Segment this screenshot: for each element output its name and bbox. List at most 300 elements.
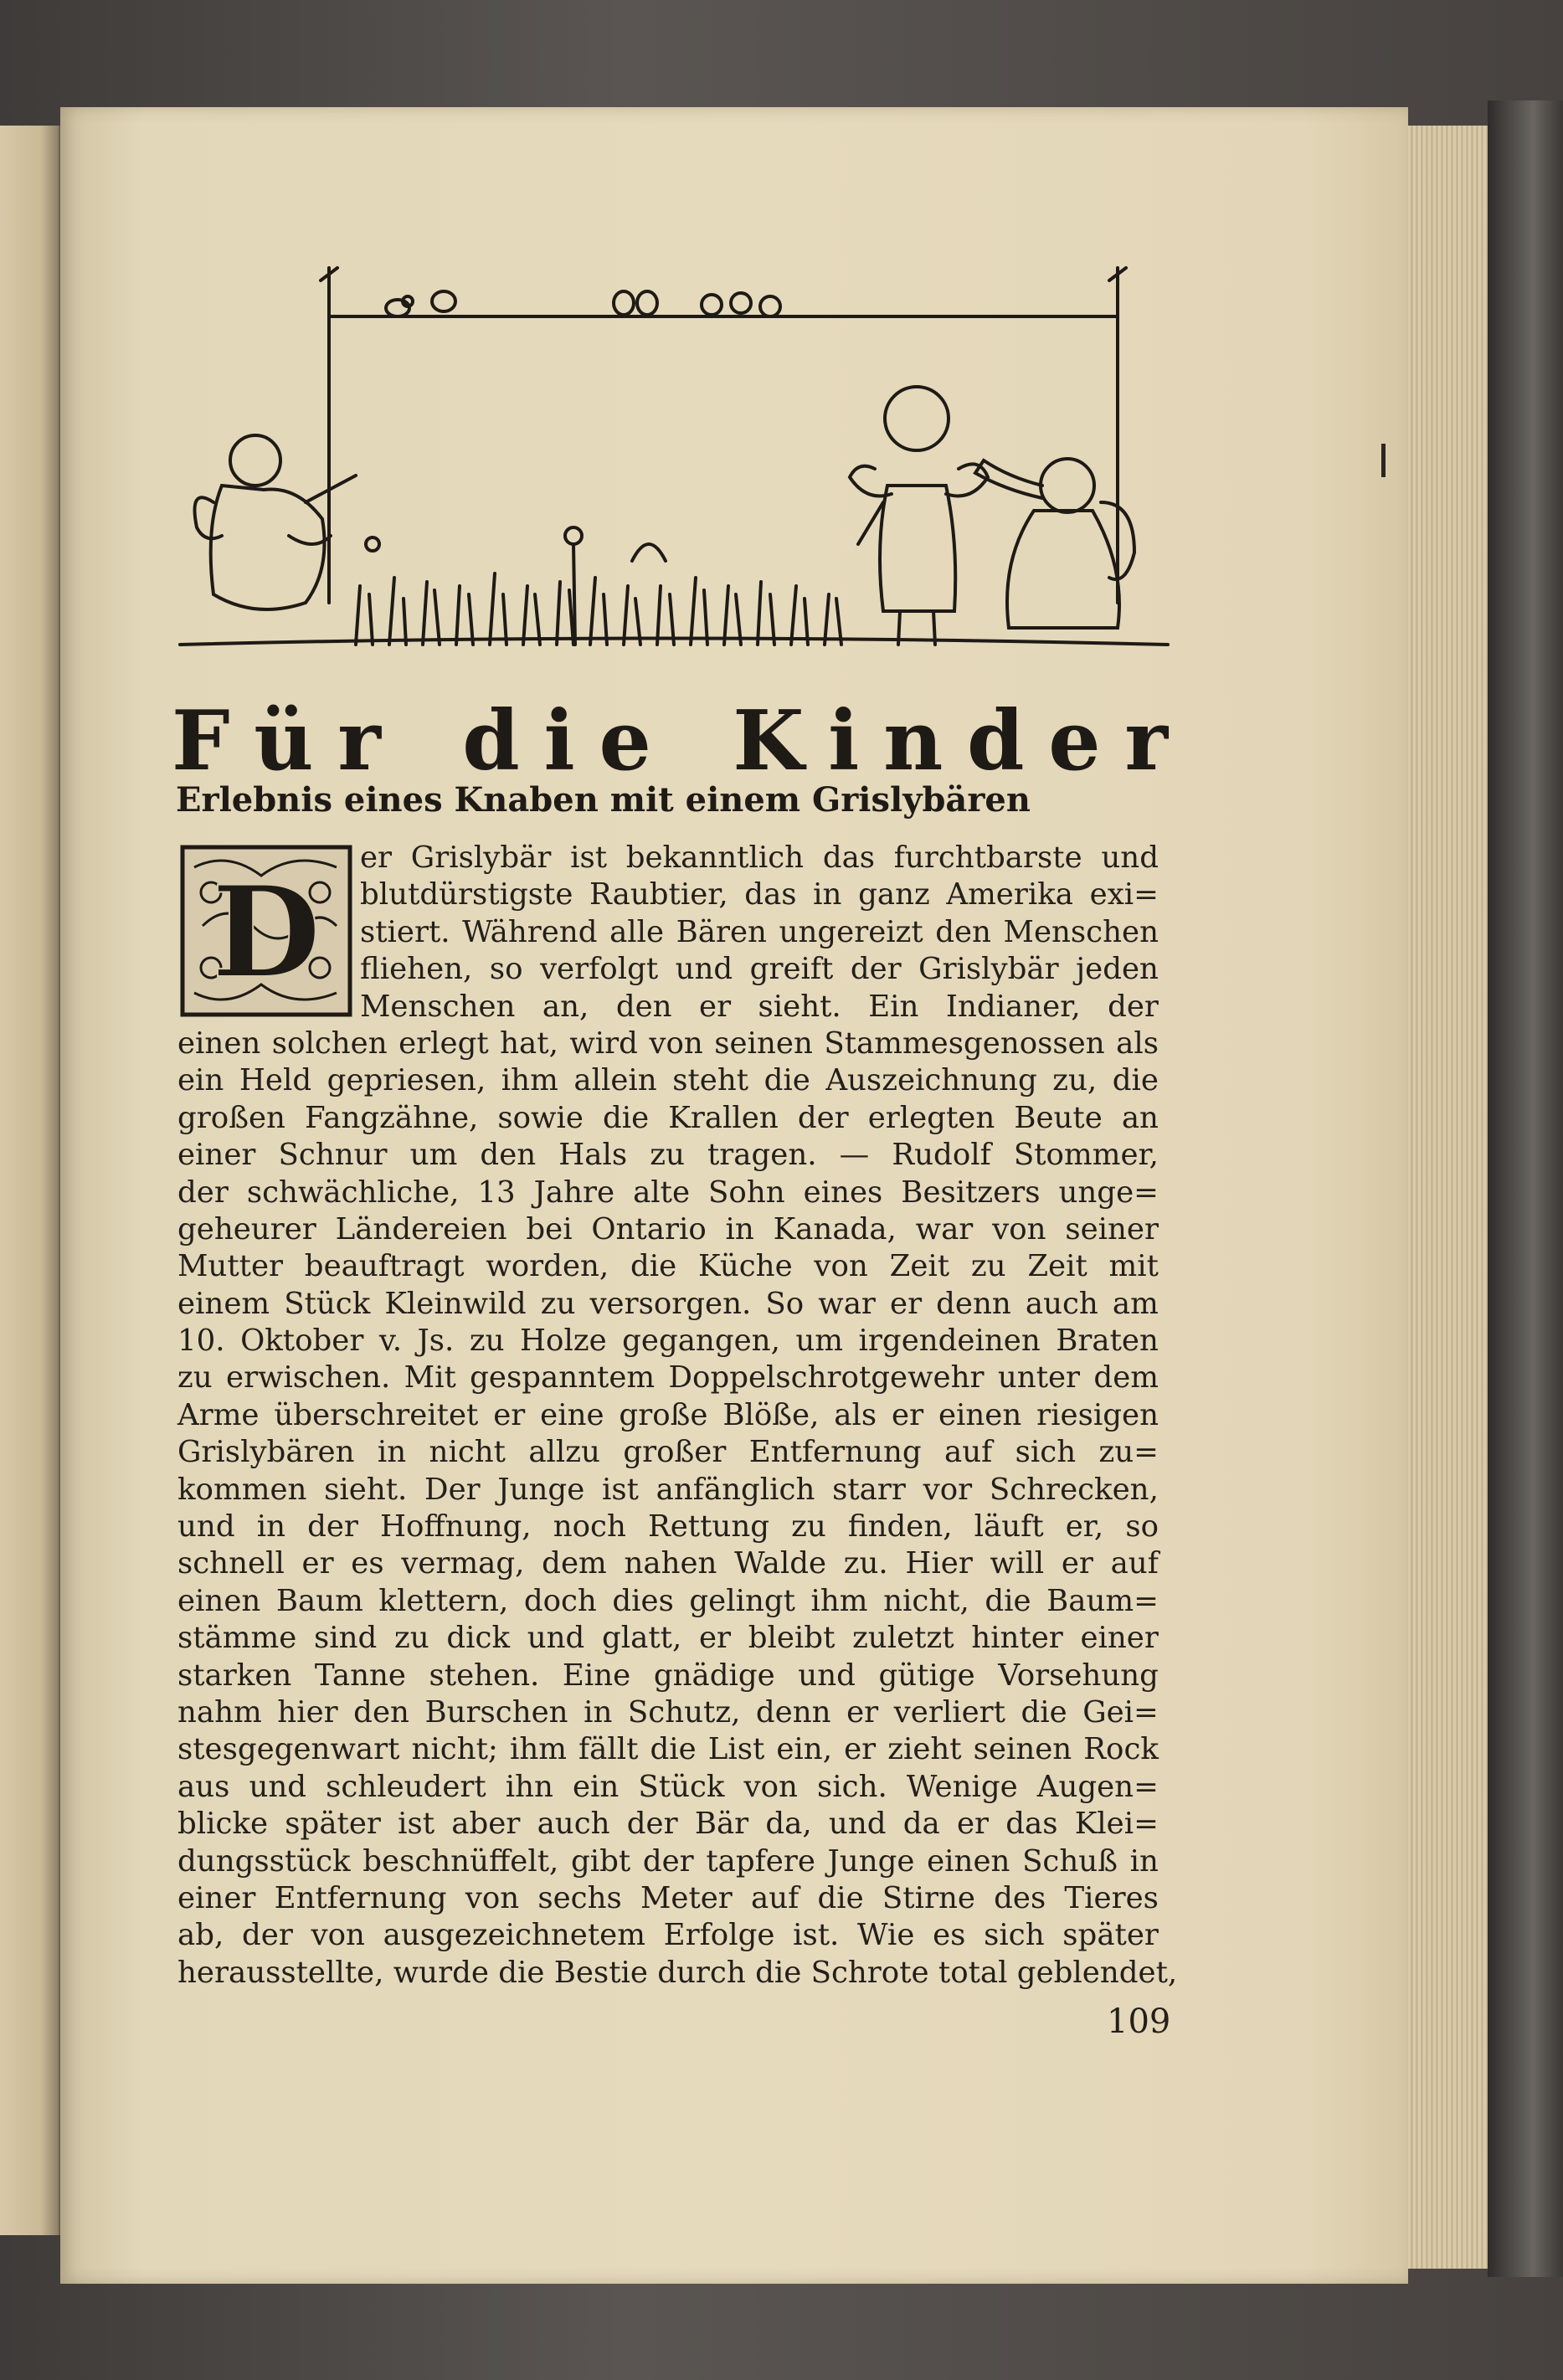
word: Jahre	[533, 1175, 615, 1210]
word: Holze	[520, 1324, 607, 1359]
word: Mit	[404, 1360, 456, 1396]
word: ihm	[501, 1063, 558, 1098]
word: Zeit	[1027, 1249, 1087, 1284]
word: er	[890, 1286, 923, 1321]
word: Grislybären	[177, 1435, 355, 1470]
word: alle	[609, 914, 665, 949]
word: Stammesgenossen	[824, 1026, 1105, 1061]
word: Junge	[827, 1843, 915, 1879]
text-line	[177, 1137, 1159, 1174]
word: schwächliche,	[246, 1175, 460, 1210]
word: gnädige	[653, 1658, 775, 1693]
word: noch	[553, 1509, 626, 1545]
text-line	[177, 1397, 1159, 1434]
word: der	[177, 1175, 229, 1210]
text-line	[177, 1843, 1159, 1880]
word: Hoffnung,	[380, 1509, 532, 1545]
word: erwischen.	[226, 1360, 391, 1396]
children-illustration	[163, 251, 1185, 670]
title-letter: d	[462, 693, 520, 789]
title-letter: i	[543, 693, 575, 789]
word: Stück	[638, 1769, 725, 1804]
word: solchen	[271, 1026, 388, 1061]
word: am	[1112, 1286, 1159, 1321]
word: greift	[749, 952, 834, 987]
word: er	[846, 1694, 879, 1730]
text-line	[177, 1026, 1159, 1062]
word: Vorsehung	[998, 1658, 1159, 1693]
word: zu	[469, 1324, 505, 1359]
word: der	[642, 1843, 694, 1879]
word: Schutz,	[627, 1694, 741, 1730]
word: auf	[1110, 1546, 1159, 1581]
text-line	[177, 1880, 1159, 1917]
word: doch	[523, 1583, 597, 1618]
word: vermag,	[401, 1546, 525, 1581]
word: mit	[1108, 1249, 1159, 1284]
word: starr	[832, 1472, 906, 1507]
word: will	[990, 1546, 1045, 1581]
word: Entfernung	[274, 1880, 447, 1915]
text-line	[177, 1100, 1159, 1137]
text-line	[177, 1620, 1159, 1657]
word: Fangzähne,	[304, 1100, 479, 1135]
word: Meter	[640, 1880, 733, 1915]
word: die	[764, 1063, 810, 1098]
word: Mutter	[177, 1249, 284, 1284]
page-title	[172, 693, 1168, 789]
word: er	[1061, 1546, 1093, 1581]
word: er	[493, 1397, 526, 1432]
word: da,	[765, 1807, 812, 1842]
word: vor	[923, 1472, 973, 1507]
word: Doppelschrotgewehr	[668, 1360, 985, 1396]
word: in	[813, 877, 842, 912]
word: einen	[177, 1026, 261, 1061]
word: Sohn	[708, 1175, 785, 1210]
word: den	[480, 1138, 537, 1173]
word: es	[351, 1546, 384, 1581]
word: aus	[177, 1769, 230, 1804]
word: Amerika	[946, 877, 1074, 912]
word: das	[822, 840, 876, 875]
article-body	[177, 840, 1178, 1992]
word: großen	[177, 1100, 285, 1135]
word: nicht;	[411, 1732, 498, 1767]
word: Grislybär	[918, 952, 1059, 987]
word: ist	[570, 840, 608, 875]
word: läuft	[974, 1509, 1044, 1545]
word: hier	[277, 1694, 338, 1730]
word: er,	[1065, 1509, 1104, 1545]
word: von	[743, 1769, 798, 1804]
word: starken	[177, 1658, 292, 1693]
word: Erfolge	[663, 1918, 775, 1953]
word: der	[850, 952, 902, 987]
word: unge=	[1058, 1175, 1159, 1210]
page-stack-edge	[1406, 126, 1488, 2269]
text-line	[177, 1286, 1159, 1323]
word: zu.	[843, 1546, 888, 1581]
word: dungsstück	[177, 1843, 351, 1879]
word: Der	[424, 1472, 481, 1507]
word: ihn	[505, 1769, 553, 1804]
word: Eine	[562, 1658, 631, 1693]
word: ab,	[177, 1918, 224, 1953]
word: Held	[239, 1063, 312, 1098]
word: zieht	[887, 1732, 962, 1767]
word: die	[817, 1880, 864, 1915]
word: alte	[633, 1175, 691, 1210]
word: tragen.	[707, 1138, 817, 1173]
word: Arme	[177, 1397, 260, 1432]
text-line	[177, 1248, 1159, 1285]
word: geheurer	[177, 1211, 316, 1247]
word: Hals	[558, 1138, 628, 1173]
word: und	[675, 952, 733, 987]
word: gibt	[570, 1843, 631, 1879]
word: Kanada,	[773, 1211, 897, 1247]
word: auf	[751, 1880, 799, 1915]
word: er	[360, 840, 393, 875]
word: des	[994, 1880, 1046, 1915]
word: der	[797, 1100, 849, 1135]
word: von	[465, 1880, 520, 1915]
word: einen	[177, 1583, 261, 1618]
word: Oktober	[240, 1324, 364, 1359]
word: um	[795, 1324, 844, 1359]
word: Stirne	[882, 1880, 975, 1915]
word: So	[765, 1286, 805, 1321]
word: 13	[477, 1175, 516, 1210]
word: Menschen	[360, 989, 516, 1024]
word: Tieres	[1064, 1880, 1159, 1915]
word: ein,	[776, 1732, 833, 1767]
word: einer	[177, 1138, 256, 1173]
dropcap-letter: D	[211, 859, 321, 1006]
word: dem	[542, 1546, 607, 1581]
word: und	[177, 1509, 235, 1545]
word: der	[626, 1807, 678, 1842]
word: glatt,	[601, 1621, 682, 1656]
word: klettern,	[378, 1583, 509, 1618]
word: um	[409, 1138, 458, 1173]
word: den	[615, 989, 672, 1024]
word: so	[1125, 1509, 1159, 1545]
word: zu	[791, 1509, 826, 1545]
word: eines	[803, 1175, 883, 1210]
word: steht	[672, 1063, 749, 1098]
word: schleudert	[326, 1769, 486, 1804]
title-letter: i	[828, 693, 860, 789]
title-letter: K	[733, 693, 805, 789]
word: zu	[970, 1249, 1006, 1284]
article-heading: Erlebnis eines Knaben mit einem Grislybären	[176, 780, 1031, 820]
word: Baum=	[1046, 1583, 1159, 1618]
word: ein	[573, 1769, 620, 1804]
word: schnell	[177, 1546, 285, 1581]
word: finden,	[847, 1509, 953, 1545]
title-letter: ü	[254, 693, 314, 789]
word: beschnüffelt,	[362, 1843, 559, 1879]
word: ihm	[810, 1583, 868, 1618]
word: Raubtier,	[589, 877, 728, 912]
word: ihm	[509, 1732, 567, 1767]
word: so	[489, 952, 523, 987]
word: Augen=	[1036, 1769, 1159, 1804]
word: ungereizt	[779, 914, 923, 949]
word: in	[1129, 1843, 1159, 1879]
word: einer	[1080, 1621, 1159, 1656]
word: Krallen	[668, 1100, 779, 1135]
word: die	[1021, 1694, 1067, 1730]
word: aber	[451, 1807, 521, 1842]
word: war	[915, 1211, 974, 1247]
word: Wenige	[906, 1769, 1018, 1804]
word: Kleinwild	[384, 1286, 527, 1321]
word: Ontario	[591, 1211, 707, 1247]
word: Burschen	[424, 1694, 568, 1730]
word: das	[1005, 1807, 1058, 1842]
word: einen	[927, 1843, 1010, 1879]
title-letter: d	[967, 693, 1025, 789]
word: es	[933, 1918, 966, 1953]
word: ist	[398, 1807, 435, 1842]
word: in	[584, 1694, 613, 1730]
word: da	[902, 1807, 940, 1842]
word: wird	[569, 1026, 638, 1061]
word: später	[285, 1807, 381, 1842]
word: zu	[394, 1621, 429, 1656]
word: Braten	[1056, 1324, 1159, 1359]
word: sieht.	[758, 989, 841, 1024]
word: einen	[938, 1397, 1022, 1432]
word: an,	[542, 989, 589, 1024]
word: zu	[650, 1138, 685, 1173]
word: die	[650, 1732, 697, 1767]
word: erlegten	[867, 1100, 995, 1135]
word: blutdürstigste	[360, 877, 573, 912]
word: er	[844, 1732, 877, 1767]
word: auch	[1025, 1286, 1098, 1321]
word: fliehen,	[360, 952, 473, 987]
word: seinen	[714, 1026, 813, 1061]
word: stämme	[177, 1621, 297, 1656]
word: ein	[177, 1063, 224, 1098]
title-letter: F	[172, 693, 230, 789]
word: er	[956, 1807, 990, 1842]
word: Während	[462, 914, 598, 949]
word: Schnur	[278, 1138, 388, 1173]
word: Auszeichnung	[825, 1063, 1037, 1098]
word: bekanntlich	[625, 840, 805, 875]
word: in	[377, 1435, 407, 1470]
text-line	[177, 1769, 1159, 1806]
text-line	[177, 1731, 1159, 1768]
word: Wie	[857, 1918, 915, 1953]
word: er	[892, 1397, 924, 1432]
word: Rock	[1083, 1732, 1159, 1767]
page-mark	[1381, 444, 1386, 477]
word: den	[935, 914, 991, 949]
word: sowie	[497, 1100, 584, 1135]
word: den	[353, 1694, 409, 1730]
word: später	[1062, 1918, 1159, 1953]
word: stesgegenwart	[177, 1732, 400, 1767]
word: das	[744, 877, 797, 912]
word: die	[630, 1249, 677, 1284]
word: Ländereien	[335, 1211, 507, 1247]
word: Indianer,	[945, 989, 1081, 1024]
word: ausgezeichnetem	[383, 1918, 645, 1953]
word: exi=	[1089, 877, 1159, 912]
facing-page-edge	[0, 126, 61, 2235]
word: dies	[612, 1583, 674, 1618]
word: denn	[755, 1694, 831, 1730]
text-line	[177, 1323, 1159, 1360]
word: auch	[537, 1807, 610, 1842]
word: tapfere	[706, 1843, 815, 1879]
word: furchtbarste	[893, 840, 1082, 875]
word: verfolgt	[539, 952, 659, 987]
word: zu=	[1098, 1435, 1159, 1470]
word: seiner	[1065, 1211, 1159, 1247]
word: allzu	[528, 1435, 600, 1470]
word: hat,	[500, 1026, 558, 1061]
page-number: 109	[1107, 2002, 1171, 2041]
word: eine	[540, 1397, 604, 1432]
title-letter: e	[1048, 693, 1101, 789]
word: sechs	[537, 1880, 622, 1915]
word: sind	[313, 1621, 378, 1656]
word: Stück	[284, 1286, 371, 1321]
word: er	[698, 1621, 732, 1656]
word: er	[301, 1546, 334, 1581]
word: gepriesen,	[326, 1063, 486, 1098]
word: gelingt	[689, 1583, 795, 1618]
word: seinen	[973, 1732, 1072, 1767]
word: Gei=	[1082, 1694, 1159, 1730]
text-line	[177, 1472, 1159, 1509]
word: der	[307, 1509, 358, 1545]
word: zuletzt	[852, 1621, 954, 1656]
word: jeden	[1076, 952, 1159, 987]
word: und	[249, 1769, 307, 1804]
word: Klei=	[1074, 1807, 1159, 1842]
text-line	[177, 989, 1159, 1026]
book-cover-edge	[1488, 100, 1563, 2277]
text-line	[177, 1806, 1159, 1843]
word: der	[241, 1918, 293, 1953]
word: hinter	[971, 1621, 1063, 1656]
word: anfänglich	[656, 1472, 815, 1507]
word: Js.	[417, 1324, 455, 1359]
word: zu	[177, 1360, 213, 1396]
word: versorgen.	[589, 1286, 752, 1321]
word: ganz	[858, 877, 930, 912]
word: von	[992, 1211, 1046, 1247]
text-line	[177, 840, 1159, 876]
word: an	[1121, 1100, 1159, 1135]
word: Hier	[905, 1546, 973, 1581]
title-letter: n	[883, 693, 943, 789]
word: von	[649, 1026, 703, 1061]
word: List	[707, 1732, 765, 1767]
word: Baum	[275, 1583, 363, 1618]
header-illustration	[163, 251, 1185, 670]
word: Rettung	[647, 1509, 770, 1545]
text-line	[177, 1175, 1159, 1211]
word: nahm	[177, 1694, 262, 1730]
word: überschreitet	[274, 1397, 479, 1432]
word: war	[818, 1286, 876, 1321]
text-line	[177, 1434, 1159, 1471]
word: Bären	[676, 914, 767, 949]
text-line	[177, 1509, 1159, 1545]
word: einem	[177, 1286, 270, 1321]
word: gegangen,	[622, 1324, 780, 1359]
text-line: herausstellte, wurde die Bestie durch die Schrote total geblendet,	[177, 1955, 1178, 1990]
word: nicht,	[883, 1583, 969, 1618]
word: dick	[446, 1621, 510, 1656]
word: Beute	[1014, 1100, 1103, 1135]
word: er	[699, 989, 732, 1024]
word: v.	[378, 1324, 403, 1359]
title-letter: r	[337, 693, 381, 789]
word: Grislybär	[410, 840, 552, 875]
word: sich.	[817, 1769, 887, 1804]
word: und	[828, 1807, 887, 1842]
word: stiert.	[360, 914, 450, 949]
word: allein	[573, 1063, 657, 1098]
word: in	[256, 1509, 285, 1545]
title-letter: r	[1124, 693, 1168, 789]
text-line	[177, 1211, 1159, 1248]
word: sich	[1015, 1435, 1077, 1470]
text-line	[177, 1062, 1159, 1099]
word: worden,	[486, 1249, 609, 1284]
word: Zeit	[889, 1249, 950, 1284]
word: dem	[1093, 1360, 1159, 1396]
word: zu,	[1052, 1063, 1098, 1098]
word: in	[725, 1211, 754, 1247]
word: Bär	[694, 1807, 749, 1842]
word: sieht.	[324, 1472, 408, 1507]
word: beauftragt	[304, 1249, 465, 1284]
word: riesigen	[1036, 1397, 1159, 1432]
word: blicke	[177, 1807, 269, 1842]
word: fällt	[578, 1732, 639, 1767]
text-line	[177, 951, 1159, 988]
word: auf	[944, 1435, 993, 1470]
word: und	[798, 1658, 856, 1693]
word: irgendeinen	[858, 1324, 1041, 1359]
word: kommen	[177, 1472, 307, 1507]
word: Stommer,	[1013, 1138, 1159, 1173]
word: erlegt	[398, 1026, 489, 1061]
word: Rudolf	[892, 1138, 991, 1173]
word: Ein	[868, 989, 919, 1024]
bird-icon	[386, 296, 413, 316]
word: gütige	[878, 1658, 975, 1693]
word: von	[311, 1918, 365, 1953]
word: große	[619, 1397, 708, 1432]
text-line	[177, 1583, 1159, 1620]
word: Walde	[734, 1546, 827, 1581]
word: Schuß	[1022, 1843, 1118, 1879]
word: die	[602, 1100, 650, 1135]
word: verliert	[893, 1694, 1005, 1730]
